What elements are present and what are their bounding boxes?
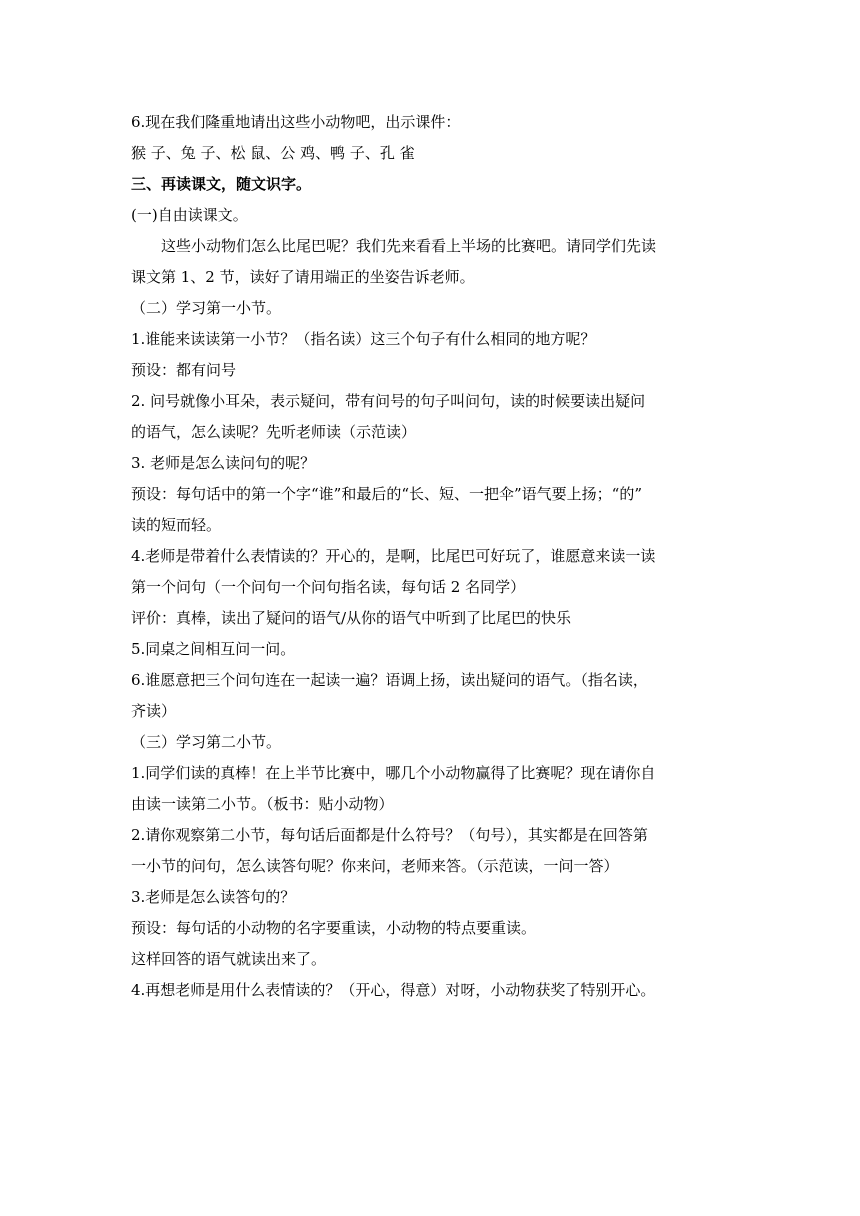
document-page [131, 107, 736, 1006]
step-5-text: 5.同桌之间相互问一问。 [131, 640, 296, 658]
step-1-text: 1.谁能来读读第一小节？（指名读）这三个句子有什么相同的地方呢？ [131, 330, 596, 348]
preset-text-cont: 读的短而轻。 [131, 516, 222, 534]
step-1-text-cont: 由读一读第二小节。（板书：贴小动物） [131, 795, 394, 813]
evaluation-text: 评价：真棒，读出了疑问的语气/从你的语气中听到了比尾巴的快乐 [131, 609, 572, 627]
subsection-1-heading: (一)自由读课文。 [131, 206, 248, 224]
subsection-3-heading: （三）学习第二小节。 [131, 733, 282, 751]
step-6-text: 6.谁愿意把三个问句连在一起读一遍？语调上扬，读出疑问的语气。（指名读， [131, 671, 648, 689]
step-2-text-cont: 一小节的问句，怎么读答句呢？你来问，老师来答。（示范读，一问一答） [131, 857, 619, 875]
paragraph-line: 这样回答的语气就读出来了。 [131, 950, 327, 968]
subsection-2-heading: （二）学习第一小节。 [131, 299, 282, 317]
step-3-text: 3.老师是怎么读答句的？ [131, 888, 296, 906]
step-2-text: 2. 问号就像小耳朵，表示疑问，带有问号的句子叫问句，读的时候要读出疑问 [131, 392, 646, 410]
step-1-text: 1.同学们读的真棒！在上半节比赛中，哪几个小动物赢得了比赛呢？现在请你自 [131, 764, 656, 782]
paragraph-line: 课文第 1、2 节，读好了请用端正的坐姿告诉老师。 [131, 268, 475, 286]
preset-text: 预设：每句话中的第一个字“谁”和最后的“长、短、一把伞”语气要上扬；“的” [131, 485, 643, 503]
section-heading-3: 三、再读课文，随文识字。 [131, 175, 312, 193]
step-2-text-cont: 的语气，怎么读呢？先听老师读（示范读） [131, 423, 417, 441]
step-3-text: 3. 老师是怎么读问句的呢？ [131, 454, 316, 472]
step-4-text: 4.老师是带着什么表情读的？开心的，是啊，比尾巴可好玩了，谁愿意来读一读 [131, 547, 656, 565]
preset-text: 预设：每句话的小动物的名字要重读，小动物的特点要重读。 [131, 919, 537, 937]
paragraph-line: 这些小动物们怎么比尾巴呢？我们先来看看上半场的比赛吧。请同学们先读 [161, 237, 657, 255]
preset-text: 预设：都有问号 [131, 361, 237, 379]
step-4-text-cont: 第一个问句（一个问句一个问句指名读，每句话 2 名同学） [131, 578, 526, 596]
animal-list: 猴 子、兔 子、松 鼠、公 鸡、鸭 子、孔 雀 [131, 144, 415, 162]
step-6-intro: 6.现在我们隆重地请出这些小动物吧，出示课件： [131, 113, 461, 131]
step-4-text: 4.再想老师是用什么表情读的？（开心，得意）对呀，小动物获奖了特别开心。 [131, 981, 656, 999]
step-2-text: 2.请你观察第二小节，每句话后面都是什么符号？（句号），其实都是在回答第 [131, 826, 648, 844]
step-6-text-cont: 齐读） [131, 702, 177, 720]
